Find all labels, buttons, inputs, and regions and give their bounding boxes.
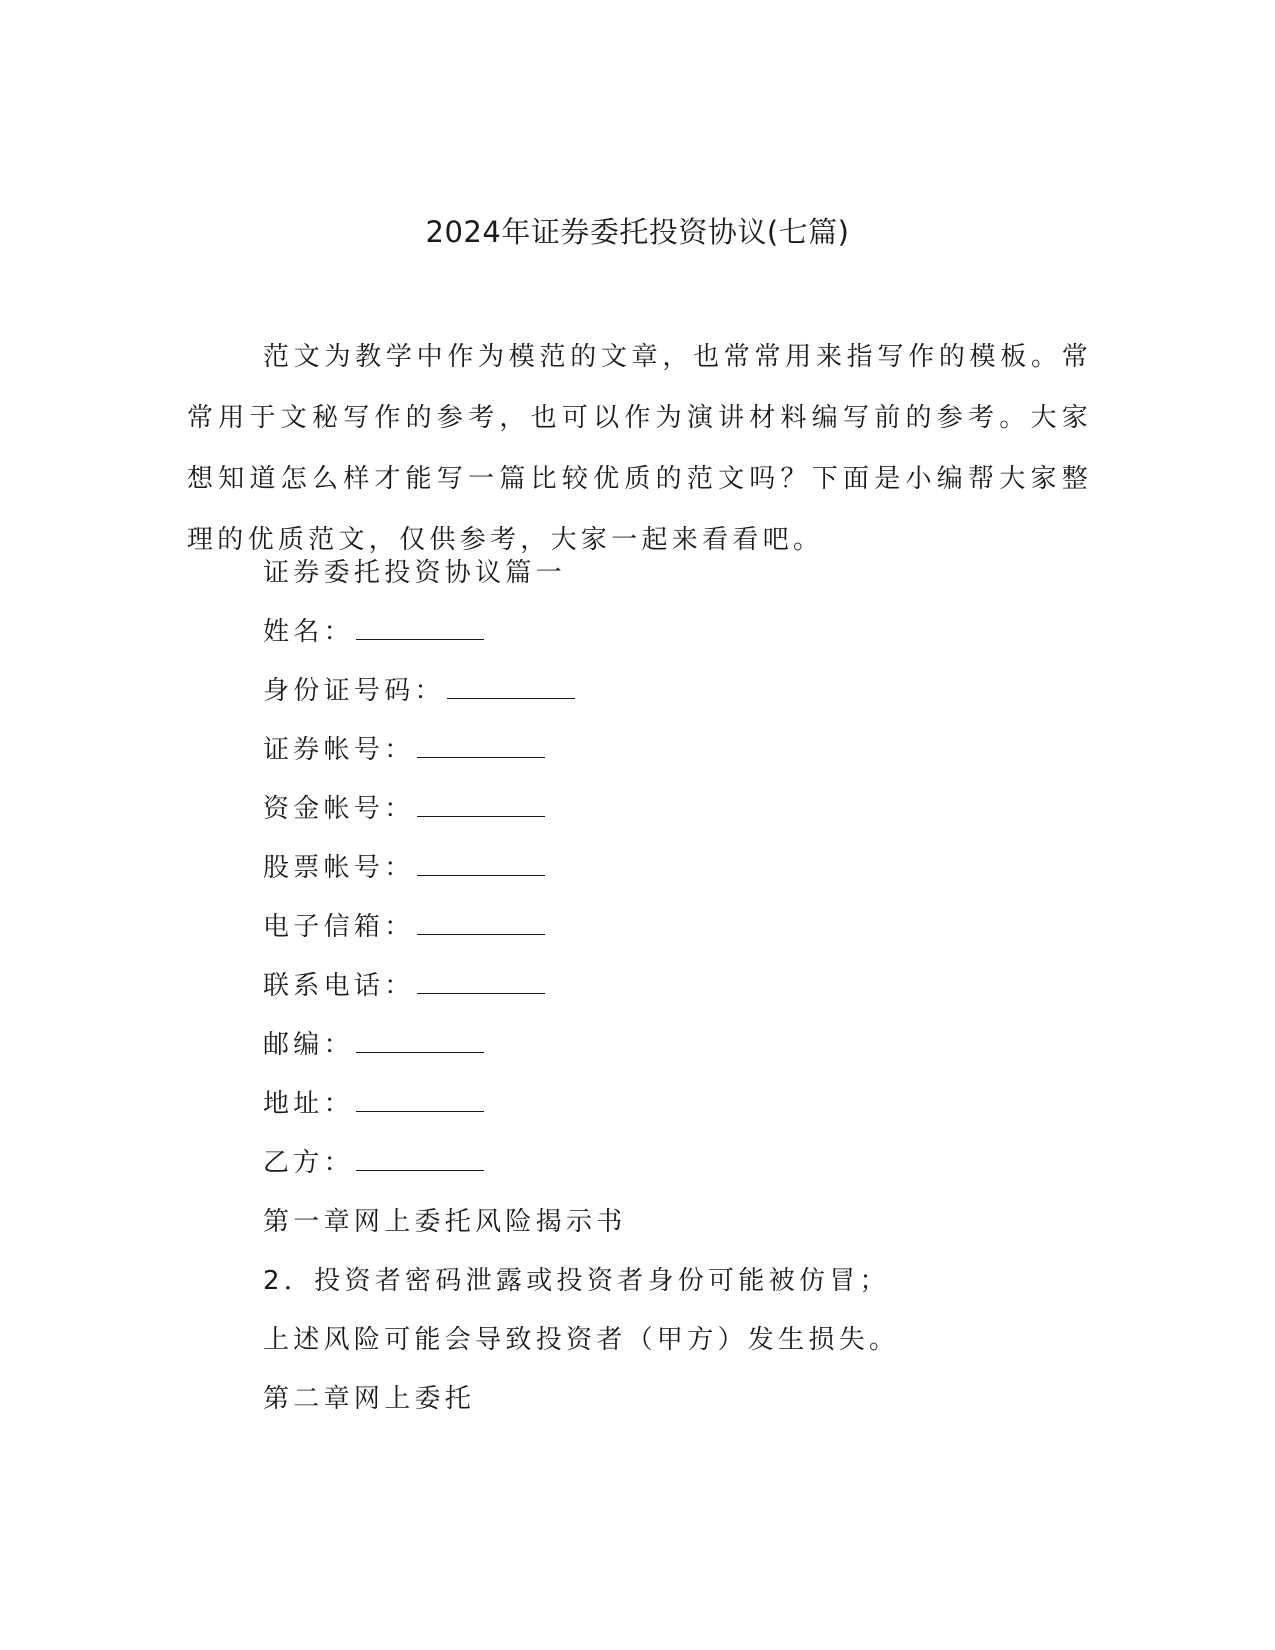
blank-line (356, 615, 484, 640)
field-phone (263, 966, 545, 1006)
blank-line (356, 1146, 484, 1171)
blank-line (417, 792, 545, 817)
field-name (263, 612, 484, 652)
document-title: 2024年证券委托投资协议(七篇) (425, 215, 850, 249)
field-party-b (263, 1143, 484, 1183)
section-heading: 证券委托投资协议篇一 (263, 558, 567, 588)
field-label: 证券帐号： (263, 735, 415, 765)
blank-line (417, 910, 545, 935)
risk-note: 上述风险可能会导致投资者（甲方）发生损失。 (263, 1325, 900, 1355)
field-label: 乙方： (263, 1148, 354, 1178)
field-label: 联系电话： (263, 971, 415, 1001)
field-label: 地址： (263, 1089, 354, 1119)
field-label: 身份证号码： (263, 676, 445, 706)
field-email (263, 907, 545, 947)
field-label: 股票帐号： (263, 853, 415, 883)
list-item-2: 2．投资者密码泄露或投资者身份可能被仿冒； (263, 1266, 890, 1296)
field-label: 姓名： (263, 617, 354, 647)
field-label: 资金帐号： (263, 794, 415, 824)
field-label: 电子信箱： (263, 912, 415, 942)
blank-line (356, 1028, 484, 1053)
chapter-one-heading: 第一章网上委托风险揭示书 (263, 1207, 627, 1237)
field-postcode (263, 1025, 484, 1065)
field-stock-account (263, 848, 545, 888)
field-label: 邮编： (263, 1030, 354, 1060)
intro-paragraph: 范文为教学中作为模范的文章，也常常用来指写作的模板。常常用于文秘写作的参考，也可以作为演讲材料编写前的参考。大家想知道怎么样才能写一篇比较优质的范文吗？下面是小编帮大家整理的优质范文，仅供参考，大家一起来看看吧。 (187, 342, 1092, 555)
blank-line (356, 1087, 484, 1112)
field-fund-account (263, 789, 545, 829)
field-securities-account (263, 730, 545, 770)
blank-line (417, 969, 545, 994)
field-id-number (263, 671, 575, 711)
blank-line (447, 674, 575, 699)
blank-line (417, 851, 545, 876)
blank-line (417, 733, 545, 758)
field-address (263, 1084, 484, 1124)
chapter-two-heading: 第二章网上委托 (263, 1384, 476, 1414)
